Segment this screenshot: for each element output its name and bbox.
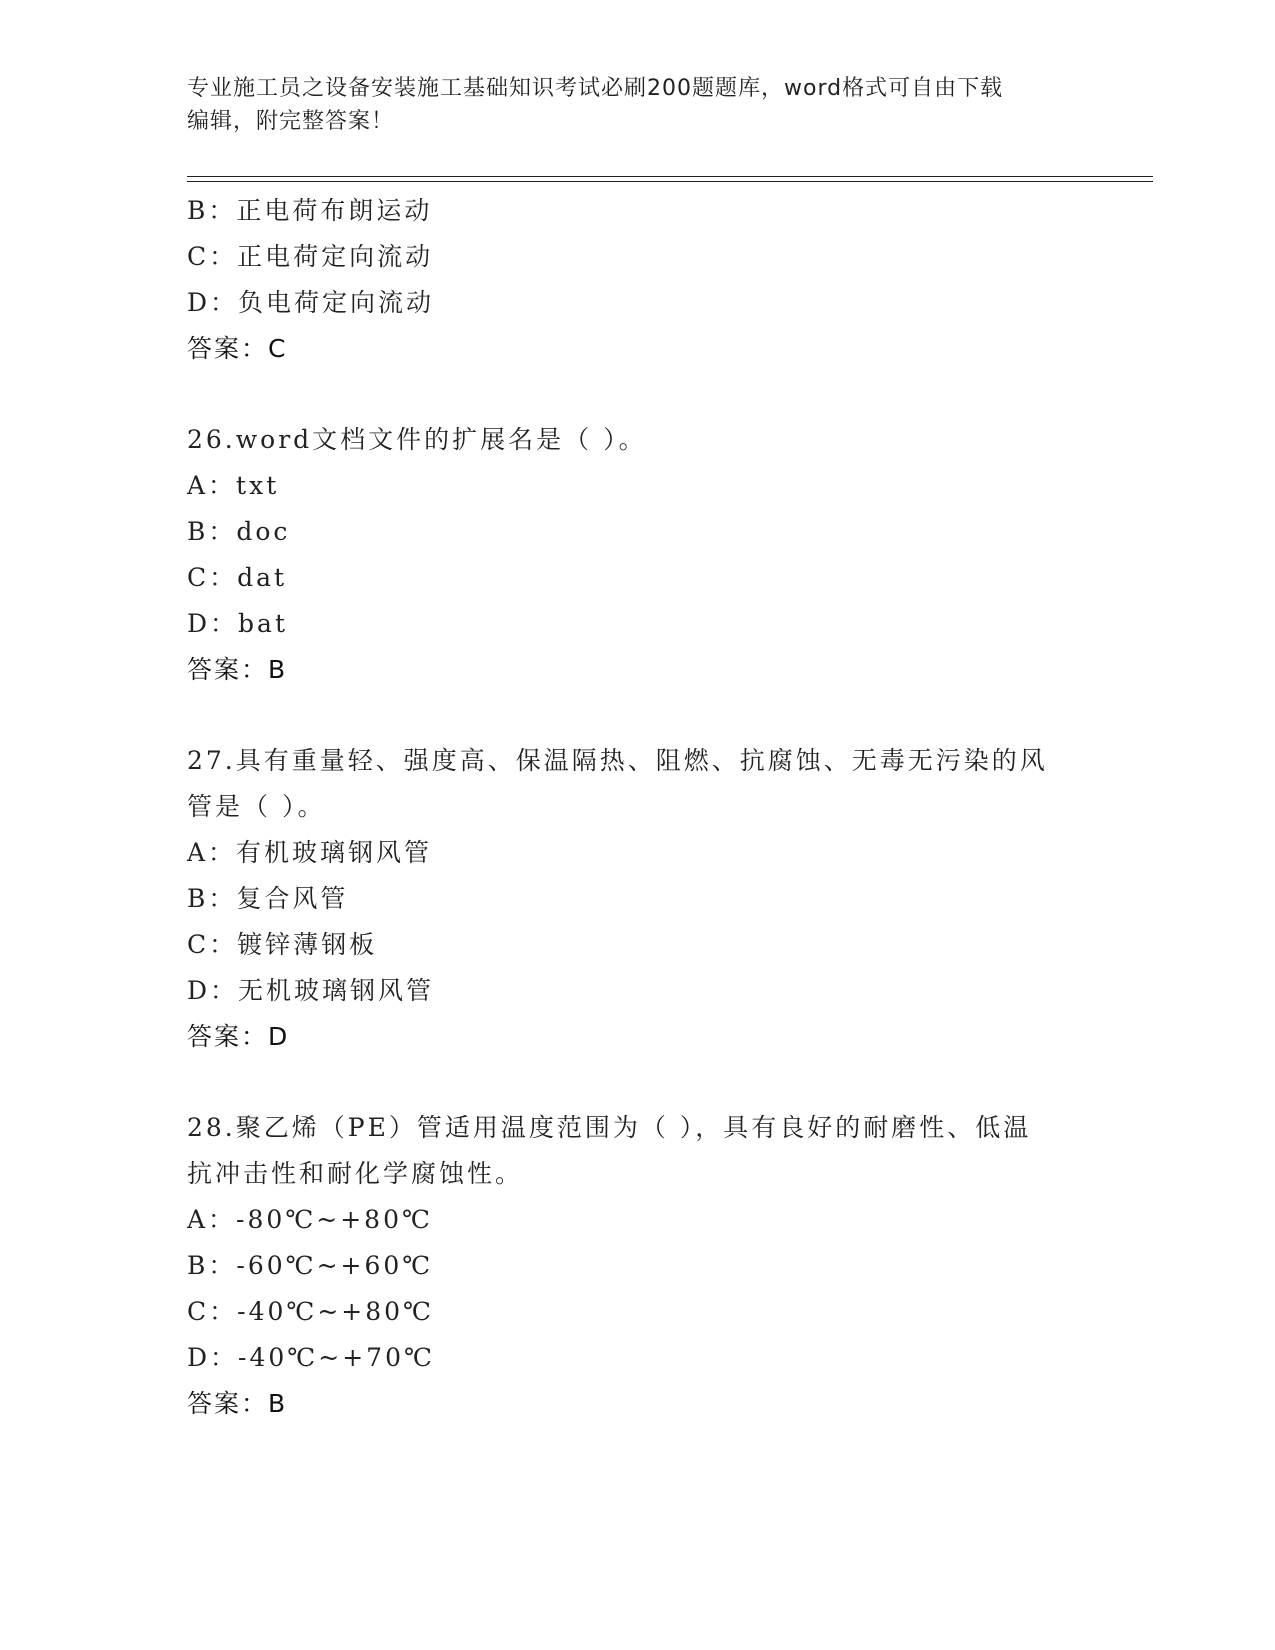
question-stem-line-2: 抗冲击性和耐化学腐蚀性。 [187, 1159, 524, 1188]
option-b: B：正电荷布朗运动 [187, 196, 433, 225]
option-b: B：-60℃~+60℃ [187, 1251, 434, 1280]
option-b: B：doc [187, 517, 291, 546]
answer: 答案：D [187, 1022, 290, 1051]
question-26 [187, 417, 1087, 693]
option-c: C：dat [187, 563, 288, 592]
option-d: D：无机玻璃钢风管 [187, 976, 435, 1005]
option-a: A：有机玻璃钢风管 [187, 838, 433, 867]
answer: 答案：B [187, 1389, 288, 1418]
spacer [187, 1060, 1087, 1105]
header-line-1: 专业施工员之设备安装施工基础知识考试必刷200题题库，word格式可自由下载 [187, 76, 1004, 101]
document-header [187, 72, 1087, 138]
spacer [187, 372, 1087, 417]
answer: 答案：B [187, 655, 288, 684]
question-stem-line-1: 27.具有重量轻、强度高、保温隔热、阻燃、抗腐蚀、无毒无污染的风 [187, 746, 1048, 775]
header-line-2: 编辑，附完整答案！ [187, 109, 395, 134]
option-b: B：复合风管 [187, 884, 349, 913]
option-d: D：bat [187, 609, 288, 638]
spacer [187, 693, 1087, 738]
option-d: D：负电荷定向流动 [187, 288, 435, 317]
question-stem: 26.word文档文件的扩展名是（ ）。 [187, 425, 647, 454]
question-25 [187, 188, 1087, 372]
header-divider-top [187, 176, 1153, 177]
question-stem-line-1: 28.聚乙烯（PE）管适用温度范围为（ ），具有良好的耐磨性、低温 [187, 1113, 1032, 1142]
header-divider-bottom [187, 181, 1153, 182]
question-27 [187, 738, 1087, 1060]
option-a: A：txt [187, 471, 280, 500]
question-28 [187, 1105, 1087, 1427]
question-list [187, 188, 1087, 1427]
option-c: C：正电荷定向流动 [187, 242, 434, 271]
option-d: D：-40℃~+70℃ [187, 1343, 435, 1372]
option-c: C：镀锌薄钢板 [187, 930, 378, 959]
option-c: C：-40℃~+80℃ [187, 1297, 435, 1326]
answer: 答案：C [187, 334, 288, 363]
option-a: A：-80℃~+80℃ [187, 1205, 433, 1234]
question-stem-line-2: 管是（ ）。 [187, 792, 326, 821]
